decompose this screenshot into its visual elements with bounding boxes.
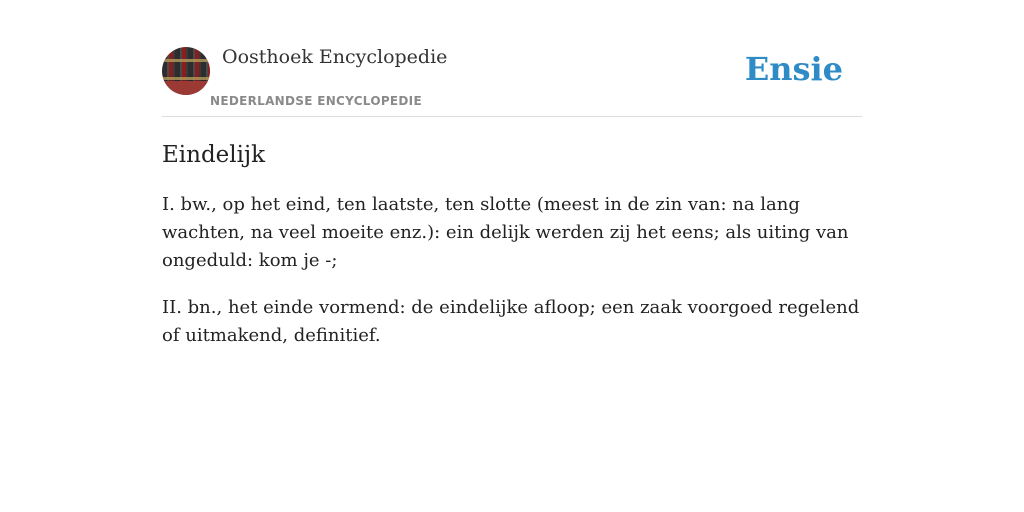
source-subtitle: NEDERLANDSE ENCYCLOPEDIE <box>210 94 422 108</box>
entry-content <box>162 138 862 350</box>
entry-paragraph: II. bn., het einde vormend: de eindelijke afloop; een zaak voorgoed regelend of uitmakend, definitief. <box>162 297 860 346</box>
source-title-link[interactable]: Oosthoek Encyclopedie <box>222 46 448 68</box>
avatar-shelf <box>162 81 210 95</box>
entry-paragraph: I. bw., op het eind, ten laatste, ten slotte (meest in de zin van: na lang wachten, na veel moeite enz.): ein delijk werden zij het eens; als uiting van ongeduld: kom je -; <box>162 194 849 271</box>
avatar-band <box>162 59 210 62</box>
site-header <box>162 46 862 117</box>
brand-logo-link[interactable]: Ensie <box>744 50 843 88</box>
encyclopedia-books-icon[interactable] <box>162 47 210 95</box>
entry-title: Eindelijk <box>162 142 266 168</box>
avatar-band <box>162 77 210 80</box>
